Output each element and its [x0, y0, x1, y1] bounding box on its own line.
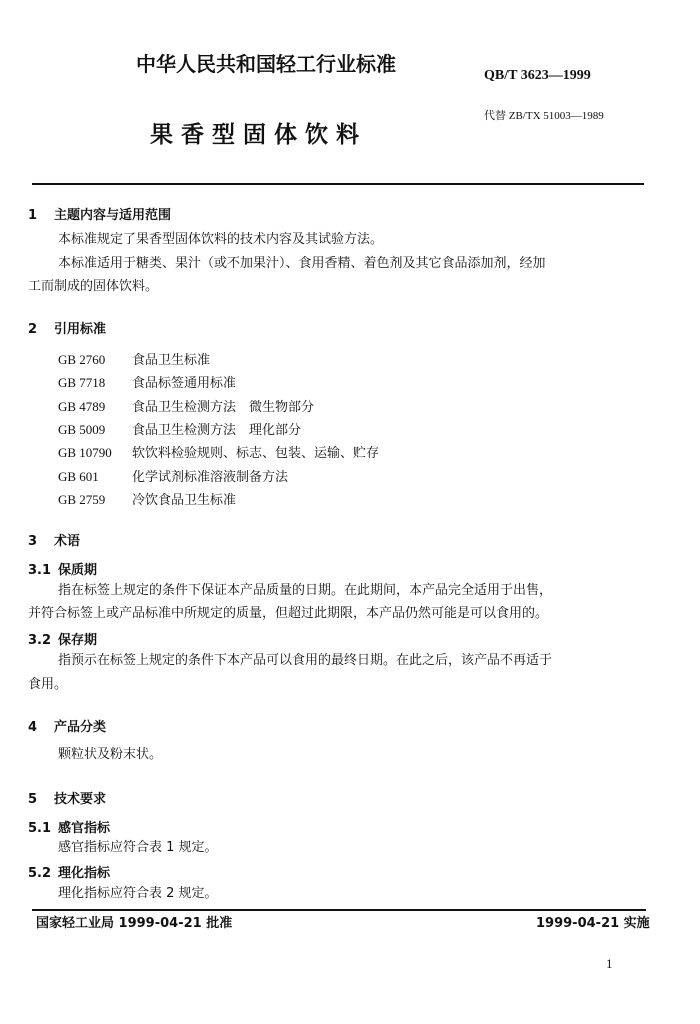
- reference-code: GB 2759: [58, 492, 106, 507]
- subsection-3-2-line-1: 指预示在标签上规定的条件下本产品可以食用的最终日期。在此之后，该产品不再适于: [58, 653, 553, 668]
- page-number: 1: [606, 956, 613, 971]
- reference-code: GB 2760: [58, 352, 106, 367]
- subsection-title: 理化指标: [58, 866, 111, 881]
- section-1-heading: [28, 204, 171, 223]
- section-1-paragraph-1: 本标准规定了果香型固体饮料的技术内容及其试验方法。: [58, 232, 384, 247]
- subsection-title: 保存期: [58, 633, 98, 648]
- section-title: 引用标准: [54, 322, 107, 337]
- subsection-title: 感官指标: [58, 821, 111, 836]
- section-3-heading: [28, 530, 80, 549]
- subsection-3-2-line-2: 食用。: [28, 677, 68, 692]
- reference-name: 食品卫生检测方法 微生物部分: [132, 400, 315, 415]
- reference-item: [58, 349, 210, 368]
- reference-item: [58, 396, 314, 415]
- reference-name: 软饮料检验规则、标志、包装、运输、贮存: [132, 446, 380, 461]
- section-title: 主题内容与适用范围: [54, 208, 172, 223]
- section-title: 术语: [54, 534, 81, 549]
- replaces-note: 代替 ZB/TX 51003—1989: [484, 110, 604, 122]
- section-5-heading: [28, 788, 106, 807]
- section-4-paragraph: 颗粒状及粉末状。: [58, 747, 163, 762]
- reference-item: [58, 489, 236, 508]
- implementation-note: 1999-04-21 实施: [536, 916, 650, 931]
- subsection-number: 5.1: [28, 821, 52, 836]
- standard-title: 中华人民共和国轻工行业标准: [136, 52, 396, 76]
- subsection-title: 保质期: [58, 563, 98, 578]
- reference-code: GB 10790: [58, 445, 112, 460]
- subsection-number: 3.2: [28, 633, 52, 648]
- section-number: 2: [28, 322, 38, 337]
- subsection-3-1-heading: [28, 559, 97, 578]
- reference-name: 食品卫生标准: [132, 353, 211, 368]
- approval-note: 国家轻工业局 1999-04-21 批准: [36, 916, 233, 931]
- section-number: 3: [28, 534, 38, 549]
- subsection-3-1-line-1: 指在标签上规定的条件下保证本产品质量的日期。在此期间，本产品完全适用于出售，: [58, 583, 553, 598]
- document-title: 果香型固体饮料: [150, 122, 367, 148]
- section-title: 产品分类: [54, 720, 107, 735]
- section-number: 4: [28, 720, 38, 735]
- section-number: 1: [28, 208, 38, 223]
- subsection-5-1-heading: [28, 817, 110, 836]
- section-1-paragraph-2-line-1: 本标准适用于糖类、果汁（或不加果汁）、食用香精、着色剂及其它食品添加剂，经加: [58, 256, 546, 271]
- subsection-5-2-paragraph: 理化指标应符合表 2 规定。: [58, 886, 218, 901]
- reference-name: 化学试剂标准溶液制备方法: [132, 470, 289, 485]
- subsection-3-2-heading: [28, 629, 97, 648]
- reference-code: GB 5009: [58, 422, 106, 437]
- section-1-paragraph-2-line-2: 工而制成的固体饮料。: [28, 279, 159, 294]
- section-title: 技术要求: [54, 792, 107, 807]
- subsection-3-1-line-2: 并符合标签上或产品标准中所规定的质量，但超过此期限，本产品仍然可能是可以食用的。: [28, 606, 549, 621]
- reference-name: 冷饮食品卫生标准: [132, 493, 237, 508]
- subsection-5-2-heading: [28, 862, 110, 881]
- footer-divider: [32, 909, 646, 911]
- subsection-number: 5.2: [28, 866, 52, 881]
- reference-item: [58, 419, 301, 438]
- reference-code: GB 4789: [58, 399, 106, 414]
- reference-item: [58, 442, 379, 461]
- standard-code: QB/T 3623—1999: [484, 68, 591, 83]
- reference-item: [58, 372, 236, 391]
- reference-code: GB 601: [58, 469, 99, 484]
- section-2-heading: [28, 318, 106, 337]
- subsection-number: 3.1: [28, 563, 52, 578]
- header-divider: [32, 183, 644, 185]
- reference-item: [58, 466, 288, 485]
- section-4-heading: [28, 716, 106, 735]
- reference-name: 食品标签通用标准: [132, 376, 237, 391]
- section-number: 5: [28, 792, 38, 807]
- reference-name: 食品卫生检测方法 理化部分: [132, 423, 302, 438]
- reference-code: GB 7718: [58, 375, 106, 390]
- subsection-5-1-paragraph: 感官指标应符合表 1 规定。: [58, 840, 218, 855]
